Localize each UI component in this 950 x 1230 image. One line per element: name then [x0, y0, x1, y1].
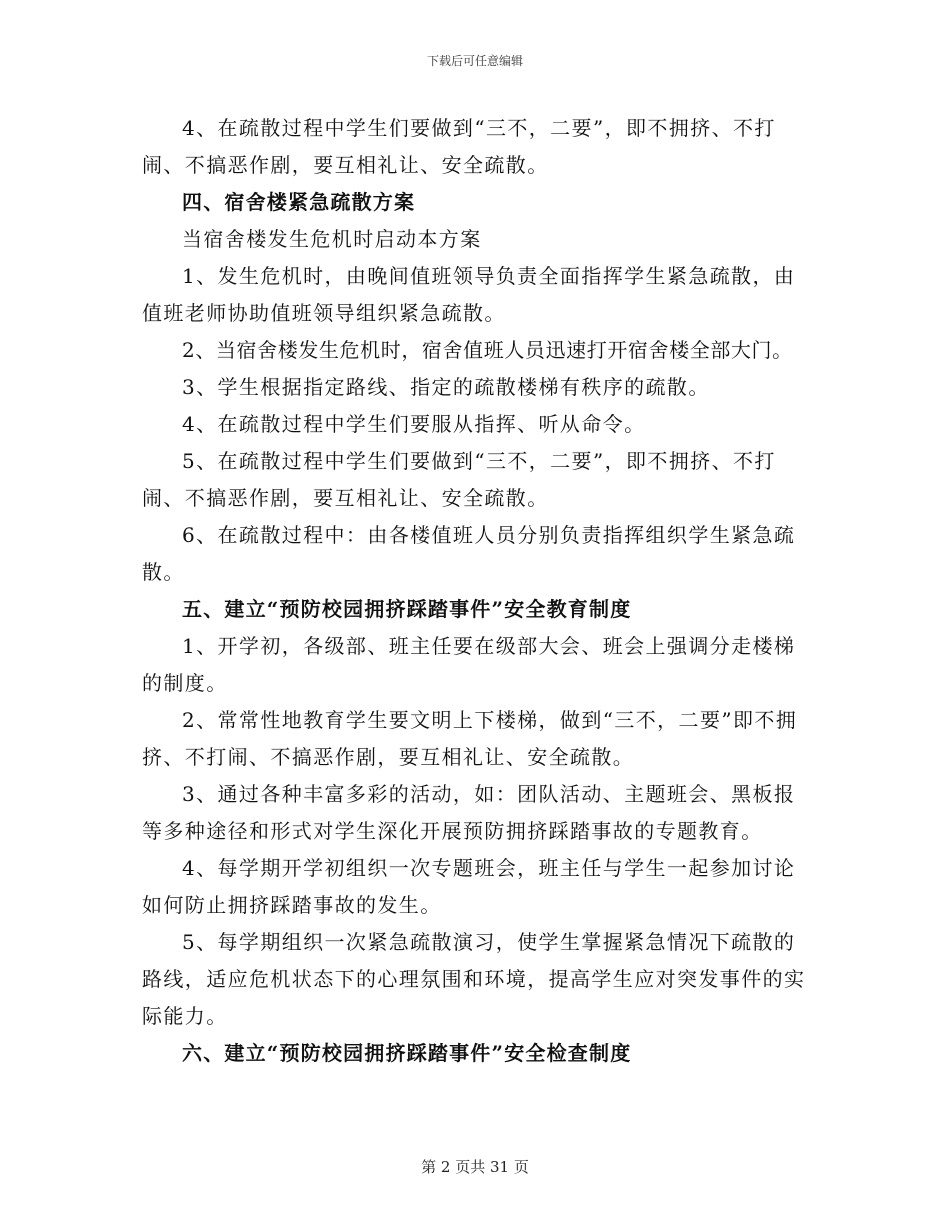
paragraph-item-6: 6、在疏散过程中：由各楼值班人员分别负责指挥组织学生紧急疏散。	[142, 523, 796, 584]
paragraph-item-2: 2、当宿舍楼发生危机时，宿舍值班人员迅速打开宿舍楼全部大门。	[182, 338, 793, 362]
document-body	[142, 110, 812, 1072]
paragraph-edu-3: 3、通过各种丰富多彩的活动，如：团队活动、主题班会、黑板报等多种途径和形式对学生深化开展预防拥挤踩踏事故的专题教育。	[142, 782, 796, 843]
paragraph-edu-2: 2、常常性地教育学生要文明上下楼梯，做到“三不，二要”即不拥挤、不打闹、不搞恶作剧，要互相礼让、安全疏散。	[142, 708, 798, 769]
section-heading-4: 四、宿舍楼紧急疏散方案	[182, 190, 416, 214]
paragraph-item-4: 4、在疏散过程中学生们要服从指挥、听从命令。	[182, 412, 646, 436]
paragraph-edu-1: 1、开学初，各级部、班主任要在级部大会、班会上强调分走楼梯的制度。	[142, 634, 796, 695]
section-heading-5: 五、建立“预防校园拥挤踩踏事件”安全教育制度	[182, 597, 632, 621]
paragraph-edu-5: 5、每学期组织一次紧急疏散演习，使学生掌握紧急情况下疏散的路线，适应危机状态下的心理氛围和环境，提高学生应对突发事件的实际能力。	[142, 930, 806, 1028]
paragraph-intro: 当宿舍楼发生危机时启动本方案	[182, 227, 482, 251]
paragraph-evacuation-rules: 4、在疏散过程中学生们要做到“三不，二要”，即不拥挤、不打闹、不搞恶作剧，要互相礼让、安全疏散。	[142, 116, 776, 177]
paragraph-edu-4: 4、每学期开学初组织一次专题班会，班主任与学生一起参加讨论如何防止拥挤踩踏事故的发生。	[142, 856, 796, 917]
paragraph-item-5: 5、在疏散过程中学生们要做到“三不，二要”，即不拥挤、不打闹、不搞恶作剧，要互相礼让、安全疏散。	[142, 449, 776, 510]
page-number: 第 2 页共 31 页	[421, 1158, 529, 1176]
paragraph-item-3: 3、学生根据指定路线、指定的疏散楼梯有秩序的疏散。	[182, 375, 710, 399]
header-note: 下载后可任意编辑	[426, 54, 523, 68]
section-heading-6: 六、建立“预防校园拥挤踩踏事件”安全检查制度	[182, 1041, 632, 1065]
paragraph-item-1: 1、发生危机时，由晚间值班领导负责全面指挥学生紧急疏散，由值班老师协助值班领导组织紧急疏散。	[142, 264, 796, 325]
